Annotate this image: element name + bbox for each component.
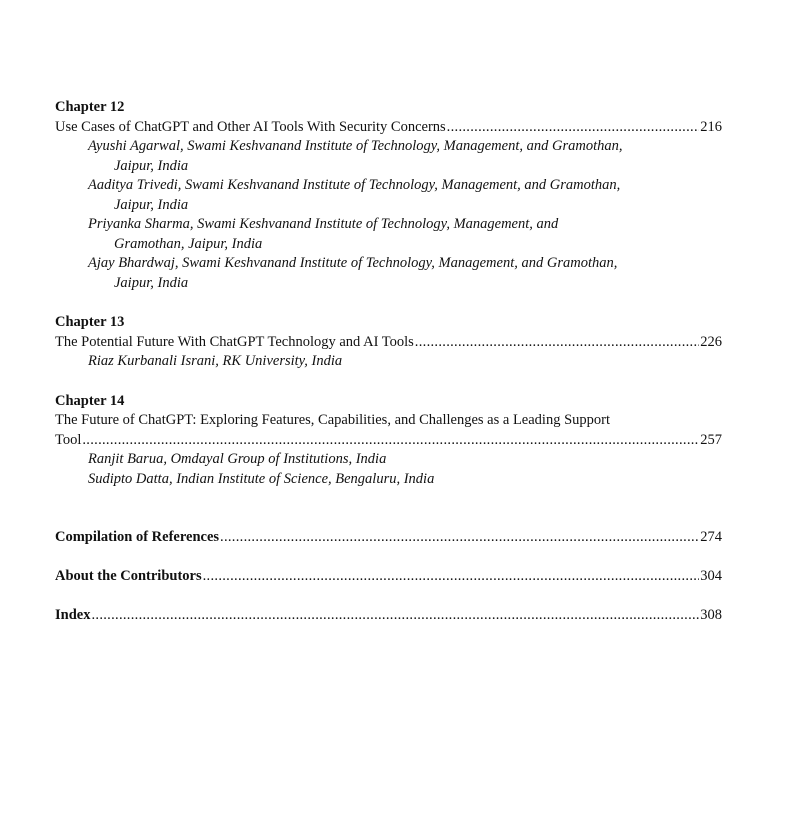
author-affiliation-continued: Jaipur, India — [114, 274, 189, 291]
back-matter-title: About the Contributors — [55, 568, 202, 584]
chapter-label: Chapter 13 — [55, 314, 125, 330]
table-of-contents — [55, 98, 722, 626]
chapter-13-section — [55, 313, 722, 372]
chapter-entry[interactable] — [55, 118, 722, 138]
chapter-14-section — [55, 392, 722, 490]
spacer — [55, 548, 722, 568]
back-matter-entry-contributors[interactable] — [55, 567, 722, 587]
page-number: 308 — [700, 607, 722, 623]
dot-leader — [91, 606, 699, 626]
author-affiliation: Aaditya Trivedi, Swami Keshvanand Institute of Technology, Management, and Gramothan, — [88, 177, 621, 193]
dot-leader — [82, 431, 699, 451]
page-number: 216 — [700, 118, 722, 135]
back-matter-title: Compilation of References — [55, 529, 220, 545]
back-matter-entry-references[interactable] — [55, 528, 722, 548]
author-affiliation-continued: Jaipur, India — [114, 196, 189, 213]
back-matter-section — [55, 528, 722, 626]
author-affiliation-continued: Gramothan, Jaipur, India — [114, 235, 263, 252]
chapter-title: Use Cases of ChatGPT and Other AI Tools With Security Concerns — [55, 118, 446, 135]
author-affiliation: Ranjit Barua, Omdayal Group of Institutions, India — [88, 451, 387, 467]
chapter-12-section — [55, 98, 722, 293]
page-number: 257 — [700, 431, 722, 448]
dot-leader — [447, 118, 700, 138]
chapter-title-continued: Tool — [55, 431, 82, 448]
author-affiliation: Ajay Bhardwaj, Swami Keshvanand Institute of Technology, Management, and Gramothan, — [88, 255, 618, 271]
back-matter-title: Index — [55, 607, 91, 623]
page-number: 304 — [700, 568, 722, 584]
page-number: 274 — [700, 529, 722, 545]
back-matter-entry-index[interactable] — [55, 606, 722, 626]
author-affiliation: Priyanka Sharma, Swami Keshvanand Institute of Technology, Management, and — [88, 216, 559, 232]
author-affiliation: Riaz Kurbanali Israni, RK University, India — [88, 353, 343, 369]
chapter-label: Chapter 12 — [55, 99, 125, 115]
spacer — [55, 587, 722, 607]
dot-leader — [220, 528, 699, 548]
chapter-entry[interactable] — [55, 431, 722, 451]
chapter-title[interactable]: The Future of ChatGPT: Exploring Features, Capabilities, and Challenges as a Leading Support — [55, 412, 611, 428]
page-number: 226 — [700, 333, 722, 350]
spacer — [55, 372, 722, 392]
spacer — [55, 293, 722, 313]
dot-leader — [415, 333, 699, 353]
spacer — [55, 489, 722, 528]
author-affiliation-continued: Jaipur, India — [114, 157, 189, 174]
dot-leader — [203, 567, 700, 587]
chapter-entry[interactable] — [55, 333, 722, 353]
author-affiliation: Ayushi Agarwal, Swami Keshvanand Institute of Technology, Management, and Gramothan, — [88, 138, 623, 154]
chapter-title: The Potential Future With ChatGPT Technology and AI Tools — [55, 333, 414, 350]
chapter-label: Chapter 14 — [55, 392, 125, 409]
author-affiliation: Sudipto Datta, Indian Institute of Science, Bengaluru, India — [88, 470, 435, 487]
